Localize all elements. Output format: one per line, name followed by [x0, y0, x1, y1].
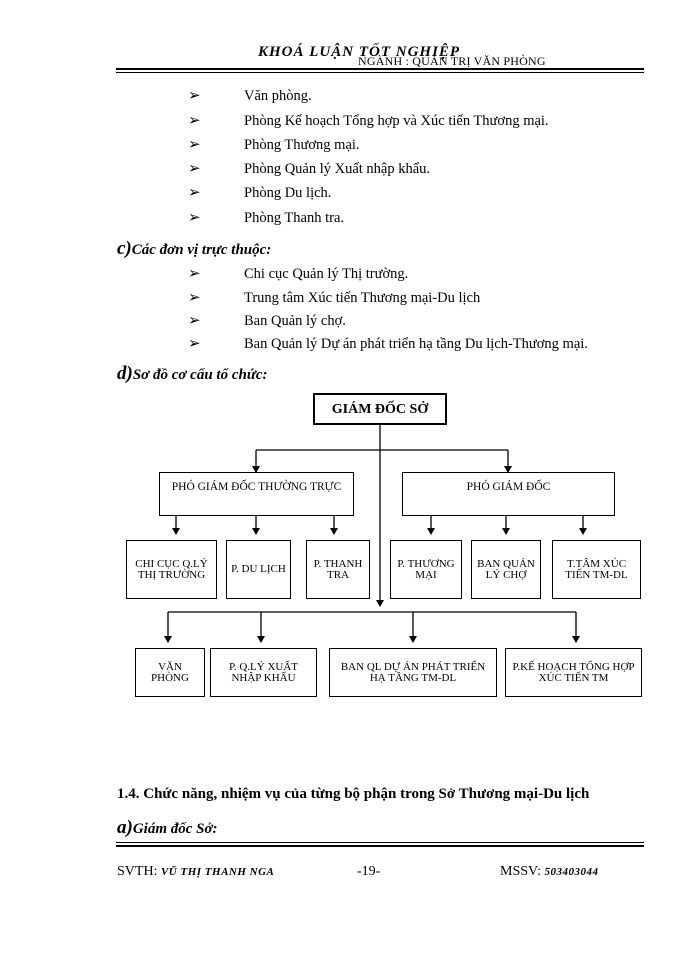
org-unit-box: P. Q.LÝ XUẤT NHẬP KHẨU — [210, 648, 317, 697]
footer-rule — [116, 845, 644, 847]
org-director-box: GIÁM ĐỐC SỞ — [313, 393, 447, 425]
arrow-bullet-icon: ➢ — [188, 183, 201, 201]
footer-student: SVTH: VŨ THỊ THANH NGA — [117, 864, 275, 879]
org-unit-box: CHI CỤC Q.LÝ THỊ TRƯỜNG — [126, 540, 217, 599]
section-1-4-heading: 1.4. Chức năng, nhiệm vụ của từng bộ phận trong Sở Thương mại-Du lịch — [117, 786, 590, 802]
org-unit-box: BAN QL DỰ ÁN PHÁT TRIỂN HẠ TẦNG TM-DL — [329, 648, 497, 697]
arrow-bullet-icon: ➢ — [188, 208, 201, 226]
arrow-bullet-icon: ➢ — [188, 264, 201, 282]
arrow-bullet-icon: ➢ — [188, 334, 201, 352]
org-unit-box: P. THANH TRA — [306, 540, 370, 599]
org-unit-box: P.KẾ HOẠCH TỔNG HỢP XÚC TIẾN TM — [505, 648, 642, 697]
header-title: KHOÁ LUẬN TỐT NGHIỆP — [258, 44, 461, 60]
arrow-bullet-icon: ➢ — [188, 159, 201, 177]
org-unit-box: VĂN PHÒNG — [135, 648, 205, 697]
section-a-heading: a)Giám đốc Sở: — [117, 817, 218, 838]
arrow-bullet-icon: ➢ — [188, 111, 201, 129]
header-subtitle: NGÀNH : QUẢN TRỊ VĂN PHÒNG — [358, 54, 546, 68]
org-unit-box: BAN QUẢN LÝ CHỢ — [471, 540, 541, 599]
section-d-heading: d)Sơ đồ cơ cấu tổ chức: — [117, 363, 268, 384]
org-deputy-standing-box: PHÓ GIÁM ĐỐC THƯỜNG TRỰC — [159, 472, 354, 516]
arrow-bullet-icon: ➢ — [188, 288, 201, 306]
arrow-bullet-icon: ➢ — [188, 86, 201, 104]
org-unit-box: T.TÂM XÚC TIẾN TM-DL — [552, 540, 641, 599]
arrow-bullet-icon: ➢ — [188, 135, 201, 153]
footer-student-id: MSSV: 503403044 — [500, 864, 599, 879]
footer-page-number: -19- — [357, 864, 381, 879]
org-unit-box: P. DU LỊCH — [226, 540, 291, 599]
section-c-heading: c)Các đơn vị trực thuộc: — [117, 238, 272, 259]
footer-rule-thin — [116, 842, 644, 843]
org-deputy-box: PHÓ GIÁM ĐỐC — [402, 472, 615, 516]
arrow-bullet-icon: ➢ — [188, 311, 201, 329]
org-unit-box: P. THƯƠNG MẠI — [390, 540, 462, 599]
